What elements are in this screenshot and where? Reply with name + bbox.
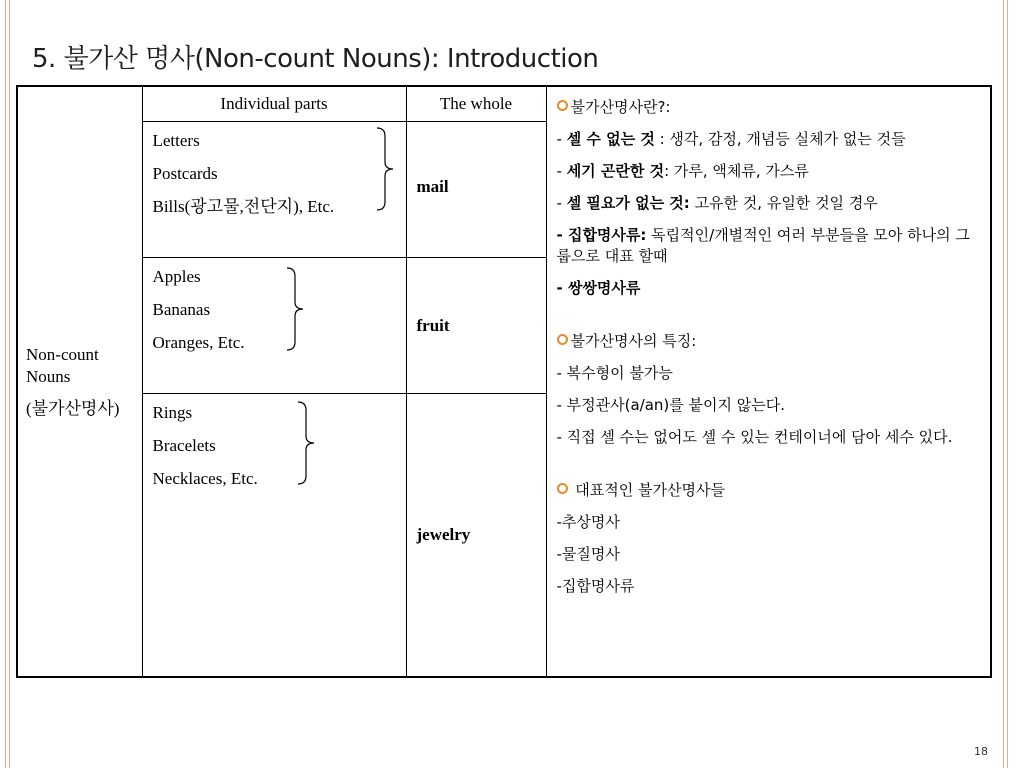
- bullet-icon: [557, 334, 568, 345]
- part-item: Apples: [152, 267, 201, 286]
- whole-mail: mail: [406, 122, 546, 258]
- noncount-label-en: Non-count Nouns: [26, 344, 99, 386]
- definition-3: - 셀 필요가 없는 것: 고유한 것, 유일한 것일 경우: [556, 194, 878, 212]
- bullet-icon: [557, 100, 568, 111]
- part-item: Bananas: [152, 300, 211, 319]
- parts-cell-mail: [142, 122, 406, 258]
- part-item: Necklaces, Etc.: [152, 469, 258, 488]
- header-the-whole: The whole: [406, 86, 546, 122]
- definition-4: - 집합명사류: 독립적인/개별적인 여러 부분들을 모아 하나의 그룹으로 대표 할때: [556, 226, 970, 265]
- slide-title: 5. 불가산 명사(Non-count Nouns): Introduction: [32, 44, 599, 74]
- part-item: Bracelets: [152, 436, 216, 455]
- noncount-table: [16, 85, 992, 678]
- representative-heading: 대표적인 불가산명사들: [557, 480, 983, 501]
- parts-cell-fruit: [142, 258, 406, 394]
- right-border-line: [1003, 0, 1004, 768]
- parts-cell-jewelry: [142, 394, 406, 678]
- right-border-line-inner: [1007, 0, 1008, 768]
- part-item: Rings: [152, 403, 193, 422]
- curly-brace-icon: [296, 400, 318, 486]
- noncount-label-cell: [17, 86, 142, 677]
- curly-brace-icon: [375, 126, 397, 212]
- part-item: Postcards: [152, 164, 218, 183]
- part-item: Oranges, Etc.: [152, 333, 245, 352]
- definition-1: - 셀 수 없는 것 : 생각, 감정, 개념등 실체가 없는 것들: [556, 130, 906, 148]
- representative-2: -물질명사: [556, 545, 620, 563]
- definition-heading: 불가산명사란?:: [557, 97, 983, 118]
- part-item: Letters: [152, 131, 200, 150]
- part-item: Bills(광고물,전단지), Etc.: [152, 197, 335, 216]
- page-number: 18: [974, 745, 988, 758]
- feature-3: - 직접 셀 수는 없어도 셀 수 있는 컨테이너에 담아 세수 있다.: [556, 428, 953, 446]
- representative-3: -집합명사류: [556, 577, 635, 595]
- features-heading: 불가산명사의 특징:: [557, 331, 983, 352]
- notes-cell: [546, 86, 991, 677]
- representative-1: -추상명사: [556, 513, 620, 531]
- left-border-line-inner: [9, 0, 10, 768]
- curly-brace-icon: [285, 266, 307, 352]
- feature-2: - 부정관사(a/an)를 붙이지 않는다.: [556, 396, 786, 414]
- noncount-label-ko: (불가산명사): [26, 398, 120, 418]
- header-individual-parts: Individual parts: [142, 86, 406, 122]
- feature-1: - 복수형이 불가능: [556, 364, 673, 382]
- whole-fruit: fruit: [406, 258, 546, 394]
- whole-jewelry: jewelry: [406, 394, 546, 678]
- left-border-line: [5, 0, 6, 768]
- bullet-icon: [557, 483, 568, 494]
- definition-2: - 세기 곤란한 것: 가루, 액체류, 가스류: [556, 162, 809, 180]
- definition-5: - 쌍쌍명사류: [556, 279, 641, 297]
